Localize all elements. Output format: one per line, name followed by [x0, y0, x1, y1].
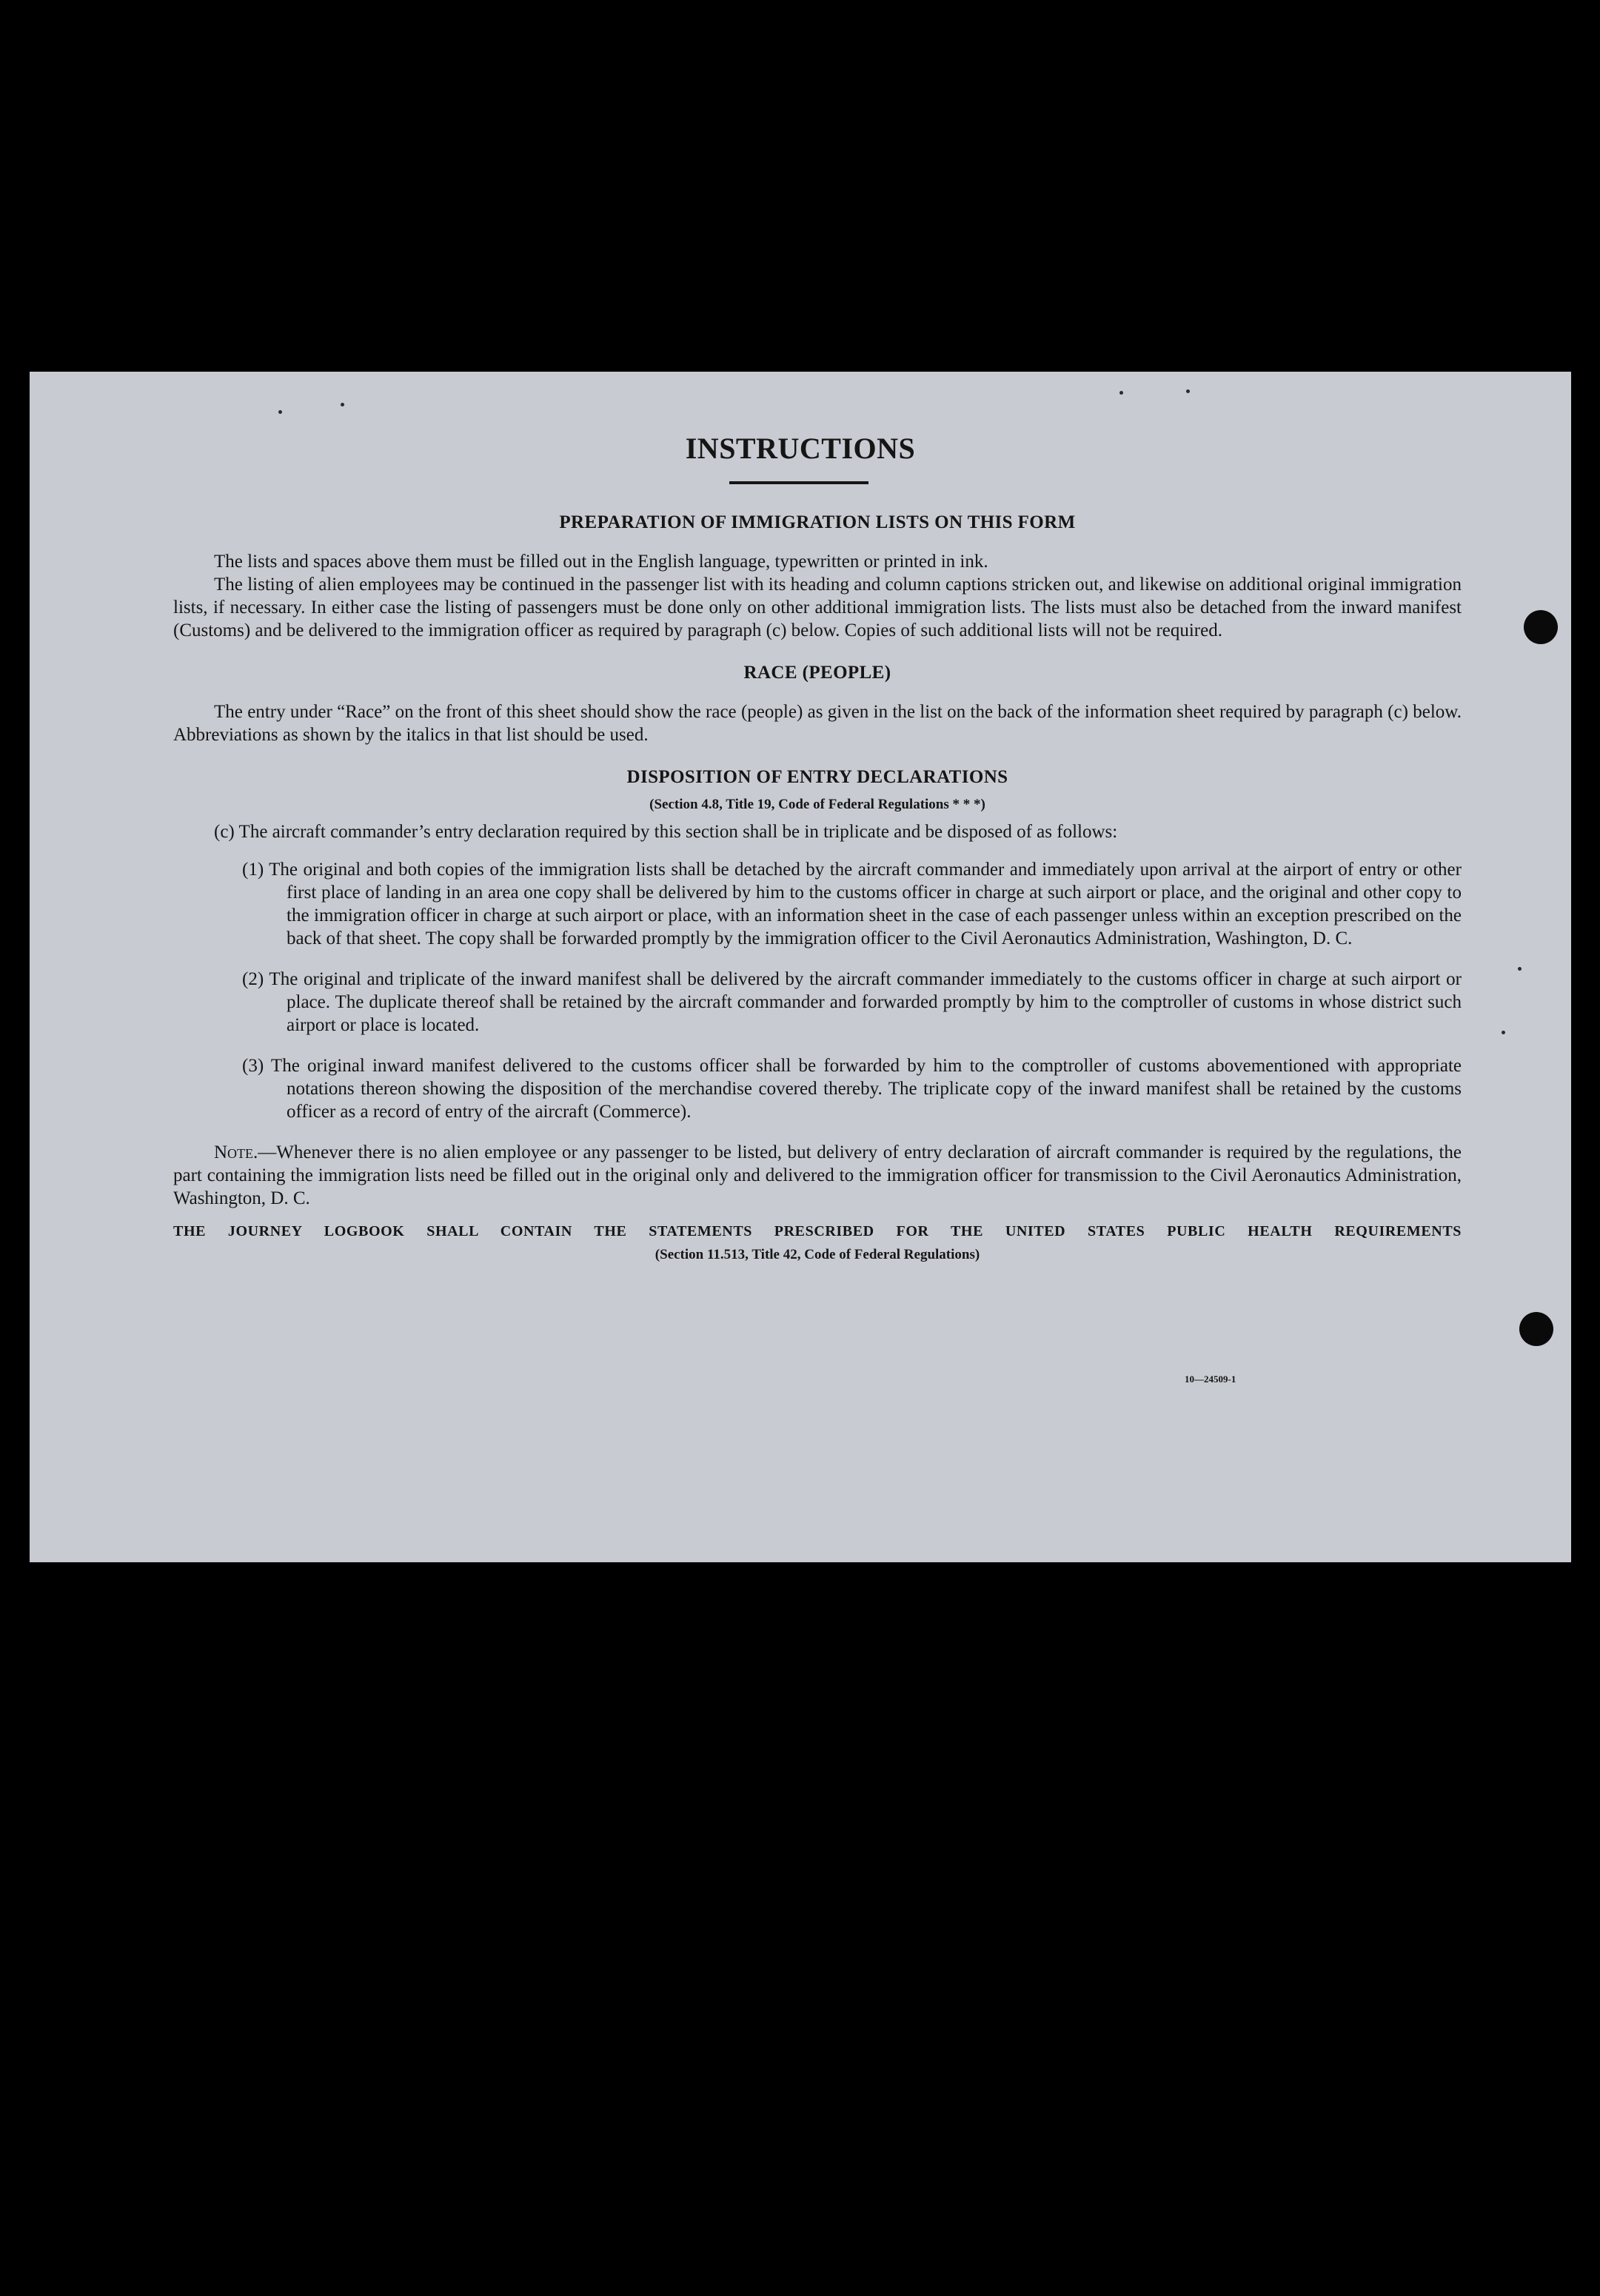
disposition-list [173, 858, 1462, 1123]
list-item [173, 858, 1462, 950]
note-text: —Whenever there is no alien employee or any passenger to be listed, but delivery of entry declaration of aircraft commander is required by the regulations, the part containing the immigration lists need be filled out in the original only and delivered to the immigration officer for transmission to the Civil Aeronautics Administration, Washington, D. C. [173, 1142, 1462, 1208]
title-underline [729, 481, 868, 484]
speck-mark [278, 410, 282, 414]
item-text: The original inward manifest delivered to the customs officer shall be forwarded by him to the comptroller of customs abovementioned with appropriate notations thereon showing the disposition of the merchandise covered thereby. The triplicate copy of the inward manifest shall be retained by the customs officer as a record of entry of the aircraft (Commerce). [270, 1056, 1462, 1122]
item-text: The original and both copies of the immigration lists shall be detached by the aircraft commander and immediately upon arrival at the airport of entry or other first place of landing in an area one copy shall be delivered by him to the customs officer in charge at such airport or place, and the original and other copy to the immigration officer in charge at such airport or place, with an information sheet in the case of each passenger unless within an exception prescribed on the back of that sheet. The copy shall be forwarded promptly by the immigration officer to the Civil Aeronautics Administration, Washington, D. C. [269, 860, 1462, 948]
race-heading: RACE (PEOPLE) [743, 663, 891, 683]
instruction-sheet [30, 372, 1571, 1562]
disposition-reference: (Section 4.8, Title 19, Code of Federal Regulations * * *) [649, 797, 985, 812]
preparation-paragraph-2: The listing of alien employees may be continued in the passenger list with its heading and column captions stricken out, and likewise on additional original immigration lists, if necessary. In either case the listing of passengers must be done only on other additional immigration lists. The lists must also be detached from the inward manifest (Customs) and be delivered to the immigration officer as required by paragraph (c) below. Copies of such additional lists will not be required. [173, 575, 1462, 640]
item-number: (1) [242, 860, 264, 880]
list-item [173, 1054, 1462, 1123]
note-paragraph [173, 1141, 1462, 1210]
disposition-intro: (c) The aircraft commander’s entry declaration required by this section shall be in triplicate and be disposed of as follows: [214, 822, 1118, 842]
form-number: 10—24509-1 [1185, 1373, 1236, 1385]
race-paragraph: The entry under “Race” on the front of this sheet should show the race (people) as given in the list on the back of the information sheet required by paragraph (c) below. Abbreviations as shown by the italics in that list should be used. [173, 702, 1462, 745]
item-number: (3) [242, 1056, 264, 1076]
speck-mark [1119, 391, 1123, 395]
logbook-reference: (Section 11.513, Title 42, Code of Federal Regulations) [655, 1247, 980, 1262]
speck-mark [1502, 1031, 1505, 1034]
list-item [173, 968, 1462, 1037]
disposition-heading: DISPOSITION OF ENTRY DECLARATIONS [626, 767, 1008, 787]
note-lead: Note. [214, 1142, 258, 1162]
punch-hole-icon [1524, 610, 1558, 644]
preparation-paragraph-1: The lists and spaces above them must be filled out in the English language, typewritten or printed in ink. [214, 552, 988, 572]
item-number: (2) [242, 969, 264, 989]
speck-mark [1186, 389, 1190, 393]
page-title: INSTRUCTIONS [685, 432, 916, 465]
logbook-statement: THE JOURNEY LOGBOOK SHALL CONTAIN THE STATEMENTS PRESCRIBED FOR THE UNITED STATES PUBLIC HEALTH REQUIREMENTS [173, 1223, 1462, 1239]
instructions-body [173, 511, 1462, 1271]
speck-mark [341, 403, 344, 406]
speck-mark [1518, 967, 1522, 971]
punch-hole-icon [1519, 1312, 1553, 1346]
preparation-heading: PREPARATION OF IMMIGRATION LISTS ON THIS FORM [559, 512, 1076, 532]
item-text: The original and triplicate of the inward manifest shall be delivered by the aircraft commander immediately to the customs officer in charge at such airport or place. The duplicate thereof shall be retained by the aircraft commander and forwarded promptly by him to the comptroller of customs in whose district such airport or place is located. [269, 969, 1462, 1035]
